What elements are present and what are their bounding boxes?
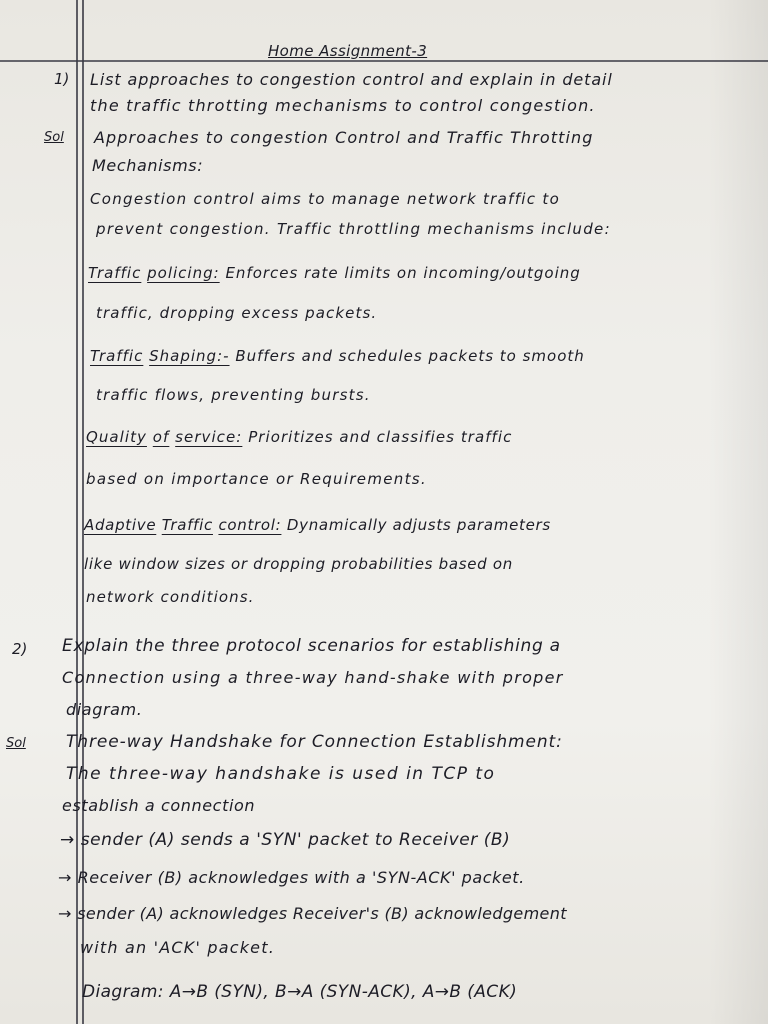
qos-line-1	[86, 428, 512, 446]
question-2-line-1: Explain the three protocol scenarios for establishing a	[62, 636, 561, 656]
solution-2-line-3: establish a connection	[62, 796, 256, 815]
adaptive-traffic-description: Dynamically adjusts parameters	[286, 516, 551, 534]
traffic-policing-description: Enforces rate limits on incoming/outgoing	[225, 264, 581, 282]
page-shadow	[708, 0, 768, 1024]
qos-description: Prioritizes and classifies traffic	[248, 428, 513, 446]
page-title: Home Assignment-3	[268, 42, 428, 60]
traffic-shaping-description: Buffers and schedules packets to smooth	[235, 347, 585, 365]
solution-2-line-1: Three-way Handshake for Connection Establishment:	[66, 732, 563, 752]
adaptive-traffic-term: control:	[218, 516, 282, 534]
handshake-step-3-line-2: with an 'ACK' packet.	[80, 938, 275, 957]
question-1-line-1: List approaches to congestion control and explain in detail	[90, 70, 613, 89]
solution-1-intro-line-2: prevent congestion. Traffic throttling mechanisms include:	[96, 220, 611, 238]
traffic-policing-line-2: traffic, dropping excess packets.	[96, 304, 378, 322]
solution-2-line-2: The three-way handshake is used in TCP to	[66, 764, 496, 784]
traffic-shaping-line-1	[90, 347, 585, 365]
handshake-diagram: Diagram: A→B (SYN), B→A (SYN-ACK), A→B (ACK)	[82, 982, 518, 1002]
solution-1-heading-line-2: Mechanisms:	[92, 156, 204, 175]
qos-term: of	[152, 428, 170, 446]
handshake-step-3-line-1: → sender (A) acknowledges Receiver's (B) acknowledgement	[58, 904, 567, 923]
question-1-number: 1)	[54, 70, 70, 88]
adaptive-traffic-line-2: like window sizes or dropping probabilities based on	[84, 555, 513, 573]
question-1-line-2: the traffic throtting mechanisms to control congestion.	[90, 96, 596, 115]
adaptive-traffic-line-1	[84, 516, 551, 534]
handshake-step-2: → Receiver (B) acknowledges with a 'SYN-ACK' packet.	[58, 868, 525, 887]
qos-line-2: based on importance or Requirements.	[86, 470, 427, 488]
question-2-line-2: Connection using a three-way hand-shake with proper	[62, 668, 564, 687]
solution-2-label: Sol	[6, 736, 26, 751]
traffic-policing-line-1	[88, 264, 581, 282]
traffic-shaping-line-2: traffic flows, preventing bursts.	[96, 386, 371, 404]
adaptive-traffic-term: Traffic	[161, 516, 213, 534]
adaptive-traffic-term: Adaptive	[84, 516, 157, 534]
traffic-policing-term: Traffic	[88, 264, 142, 282]
handshake-step-1: → sender (A) sends a 'SYN' packet to Receiver (B)	[60, 830, 511, 850]
traffic-policing-term: policing:	[147, 264, 220, 282]
qos-term: service:	[175, 428, 243, 446]
qos-term: Quality	[86, 428, 147, 446]
question-2-line-3: diagram.	[66, 700, 143, 719]
header-rule	[0, 60, 768, 62]
solution-1-label: Sol	[44, 130, 64, 145]
adaptive-traffic-line-3: network conditions.	[86, 588, 255, 606]
question-2-number: 2)	[12, 640, 28, 658]
traffic-shaping-term: Shaping:-	[149, 347, 230, 365]
solution-1-heading-line-1: Approaches to congestion Control and Traffic Throtting	[94, 128, 594, 147]
solution-1-intro-line-1: Congestion control aims to manage network traffic to	[90, 190, 561, 208]
traffic-shaping-term: Traffic	[90, 347, 144, 365]
